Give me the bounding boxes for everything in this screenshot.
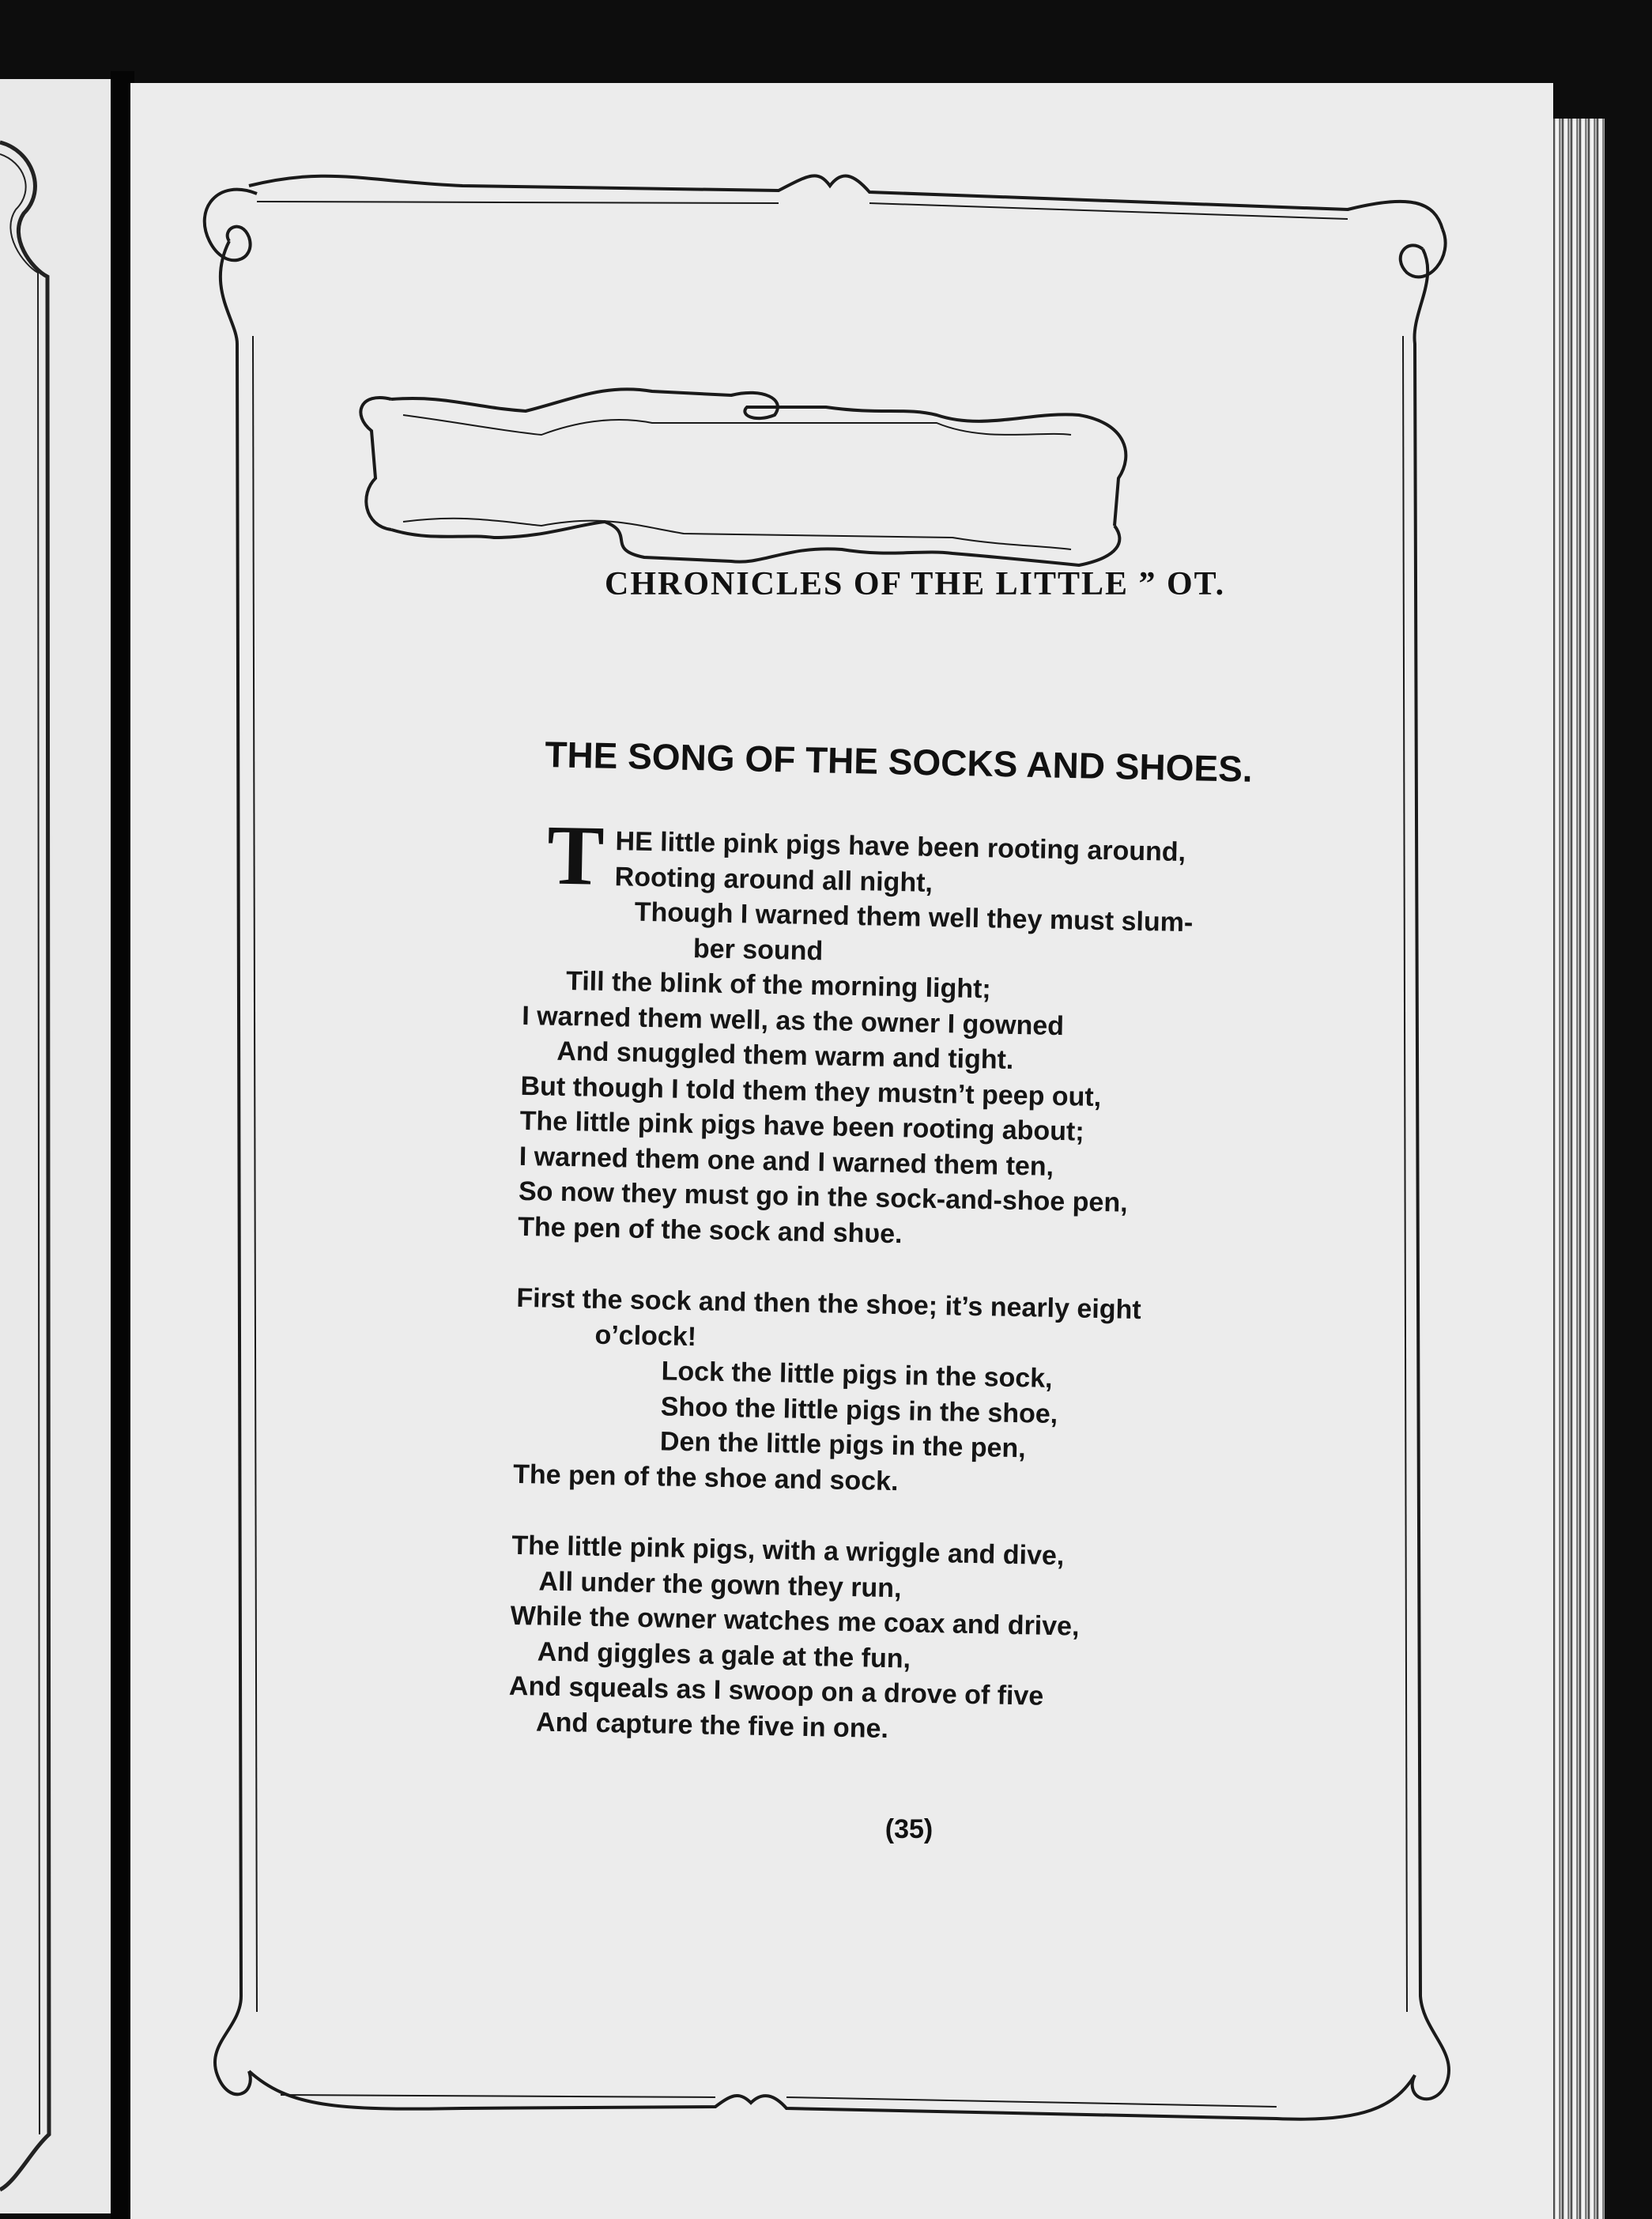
running-header: CHRONICLES OF THE LITTLE ” OT. <box>605 566 1226 602</box>
poem-line: Rooting around all night, <box>614 861 933 898</box>
poem-line: The pen of the shoe and sock. <box>512 1459 899 1496</box>
poem-line: And snuggled them warm and tight. <box>556 1036 1014 1075</box>
stanza-3 <box>508 1528 1350 1755</box>
poem-line: Den the little pigs in the pen, <box>659 1426 1027 1464</box>
poem-line: So now they must go in the sock-and-shoe pen, <box>518 1176 1128 1218</box>
poem-line: And squeals as I swoop on a drove of five <box>508 1670 1044 1711</box>
poem-line: HE little pink pigs have been rooting around, <box>615 826 1186 868</box>
poem-line: The little pink pigs have been rooting about; <box>519 1105 1085 1147</box>
poem-line: Though I warned them well they must slum- <box>634 896 1194 938</box>
poem-line: I warned them one and I warned them ten, <box>519 1141 1054 1182</box>
poem-line: I warned them well, as the owner I gowned <box>521 1000 1065 1041</box>
poem-line: Till the blink of the morning light; <box>565 966 992 1005</box>
book-page <box>130 83 1553 2219</box>
poem-body <box>507 808 1363 1787</box>
poem-line: The little pink pigs, with a wriggle and dive, <box>511 1530 1065 1572</box>
poem-line: And giggles a gale at the fun, <box>537 1636 911 1674</box>
page-number: (35) <box>884 1814 933 1844</box>
poem-title: THE SONG OF THE SOCKS AND SHOES. <box>544 733 1254 790</box>
left-page-edge <box>0 79 111 2213</box>
poem-line: Shoo the little pigs in the shoe, <box>660 1391 1058 1429</box>
poem-line: While the owner watches me coax and drive, <box>510 1600 1080 1642</box>
left-page-border-ornament <box>0 79 111 2213</box>
poem-line: All under the gown they run, <box>538 1565 902 1603</box>
poem-line: ber sound <box>692 933 824 966</box>
poem-line: o’clock! <box>594 1319 697 1352</box>
poem-line: First the sock and then the shoe; it’s nearly eight <box>516 1282 1142 1326</box>
poem-line: The pen of the sock and shυe. <box>517 1211 903 1249</box>
stanza-2 <box>513 1281 1355 1508</box>
poem-line: But though I told them they mustn’t peep out, <box>520 1070 1102 1112</box>
stanza-1 <box>517 808 1363 1260</box>
drop-cap: T <box>546 808 605 904</box>
poem-line: Lock the little pigs in the sock, <box>661 1356 1053 1394</box>
poem-line: And capture the five in one. <box>535 1706 889 1744</box>
